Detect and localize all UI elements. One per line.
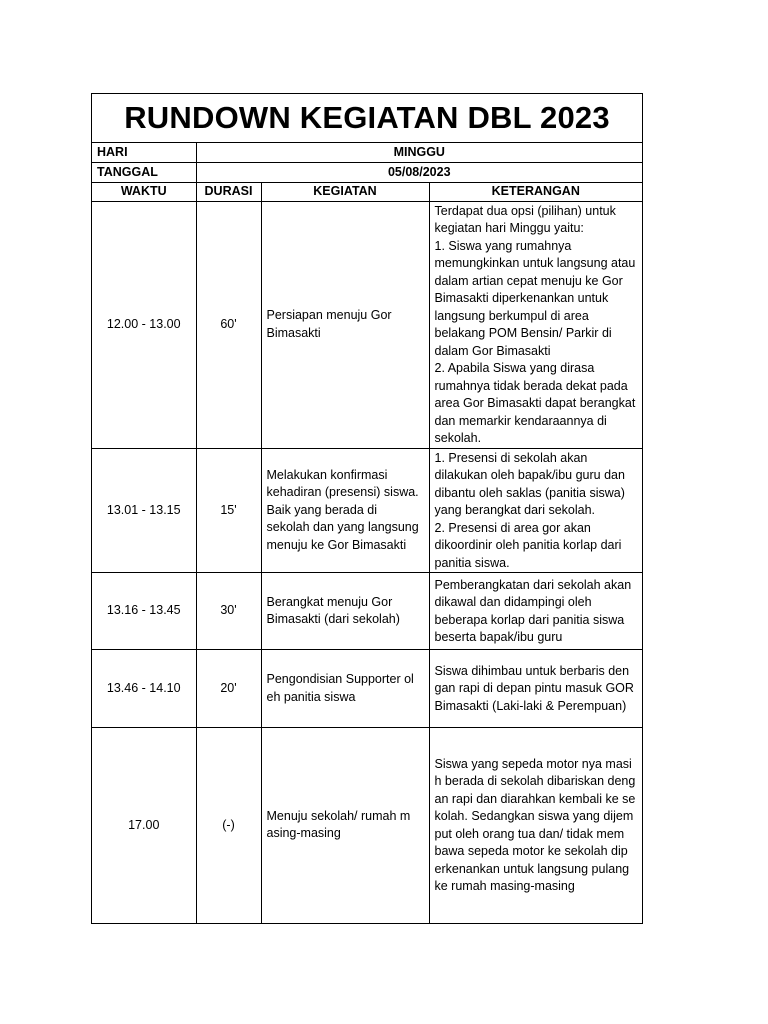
hari-row: [92, 143, 642, 163]
hari-value: MINGGU: [196, 143, 642, 163]
durasi-cell: 60': [196, 201, 261, 448]
kegiatan-cell: Pengondisian Supporter ol eh panitia siswa: [261, 650, 429, 728]
durasi-cell: 30': [196, 573, 261, 650]
document-title: RUNDOWN KEGIATAN DBL 2023: [92, 94, 642, 143]
rundown-sheet: [91, 93, 643, 924]
column-header-keterangan: KETERANGAN: [429, 183, 642, 202]
keterangan-cell: Pemberangkatan dari sekolah akan dikawal dan didampingi oleh beberapa korlap dari panitia siswa beserta bapak/ibu guru: [429, 573, 642, 650]
durasi-cell: (-): [196, 728, 261, 923]
hari-label: HARI: [92, 143, 196, 163]
kegiatan-cell: Melakukan konfirmasi kehadiran (presensi) siswa. Baik yang berada di sekolah dan yang langsung menuju ke Gor Bimasakti: [261, 448, 429, 573]
header-row: [92, 183, 642, 202]
durasi-cell: 15': [196, 448, 261, 573]
keterangan-cell: Siswa dihimbau untuk berbaris den gan rapi di depan pintu masuk GOR Bimasakti (Laki-laki & Perempuan): [429, 650, 642, 728]
keterangan-cell: 1. Presensi di sekolah akan dilakukan oleh bapak/ibu guru dan dibantu oleh saklas (panitia siswa) yang berangkat dari sekolah. 2. Presensi di area gor akan dikoordinir oleh panitia korlap dari panitia siswa.: [429, 448, 642, 573]
waktu-cell: 12.00 - 13.00: [92, 201, 196, 448]
table-row: [92, 650, 642, 728]
kegiatan-cell: Menuju sekolah/ rumah m asing-masing: [261, 728, 429, 923]
keterangan-cell: Siswa yang sepeda motor nya masi h berada di sekolah dibariskan deng an rapi dan diarahkan kembali ke se kolah. Sedangkan siswa yang dijem put oleh orang tua dan/ tidak mem bawa sepeda motor ke sekolah dip erkenankan untuk langsung pulang ke rumah masing-masing: [429, 728, 642, 923]
table-row: [92, 448, 642, 573]
table-row: [92, 728, 642, 923]
kegiatan-cell: Persiapan menuju Gor Bimasakti: [261, 201, 429, 448]
column-header-durasi: DURASI: [196, 183, 261, 202]
table-row: [92, 201, 642, 448]
waktu-cell: 17.00: [92, 728, 196, 923]
durasi-cell: 20': [196, 650, 261, 728]
waktu-cell: 13.01 - 13.15: [92, 448, 196, 573]
tanggal-label: TANGGAL: [92, 163, 196, 183]
column-header-waktu: WAKTU: [92, 183, 196, 202]
tanggal-row: [92, 163, 642, 183]
tanggal-value: 05/08/2023: [196, 163, 642, 183]
rundown-table: [92, 143, 642, 923]
waktu-cell: 13.46 - 14.10: [92, 650, 196, 728]
column-header-kegiatan: KEGIATAN: [261, 183, 429, 202]
table-row: [92, 573, 642, 650]
waktu-cell: 13.16 - 13.45: [92, 573, 196, 650]
kegiatan-cell: Berangkat menuju Gor Bimasakti (dari sekolah): [261, 573, 429, 650]
keterangan-cell: Terdapat dua opsi (pilihan) untuk kegiatan hari Minggu yaitu: 1. Siswa yang rumahnya memungkinkan untuk langsung atau dalam artian cepat menuju ke Gor Bimasakti diperkenankan untuk langsung berkumpul di area belakang POM Bensin/ Parkir di dalam Gor Bimasakti 2. Apabila Siswa yang dirasa rumahnya tidak berada dekat pada area Gor Bimasakti dapat berangkat dan memarkir kendaraannya di sekolah.: [429, 201, 642, 448]
